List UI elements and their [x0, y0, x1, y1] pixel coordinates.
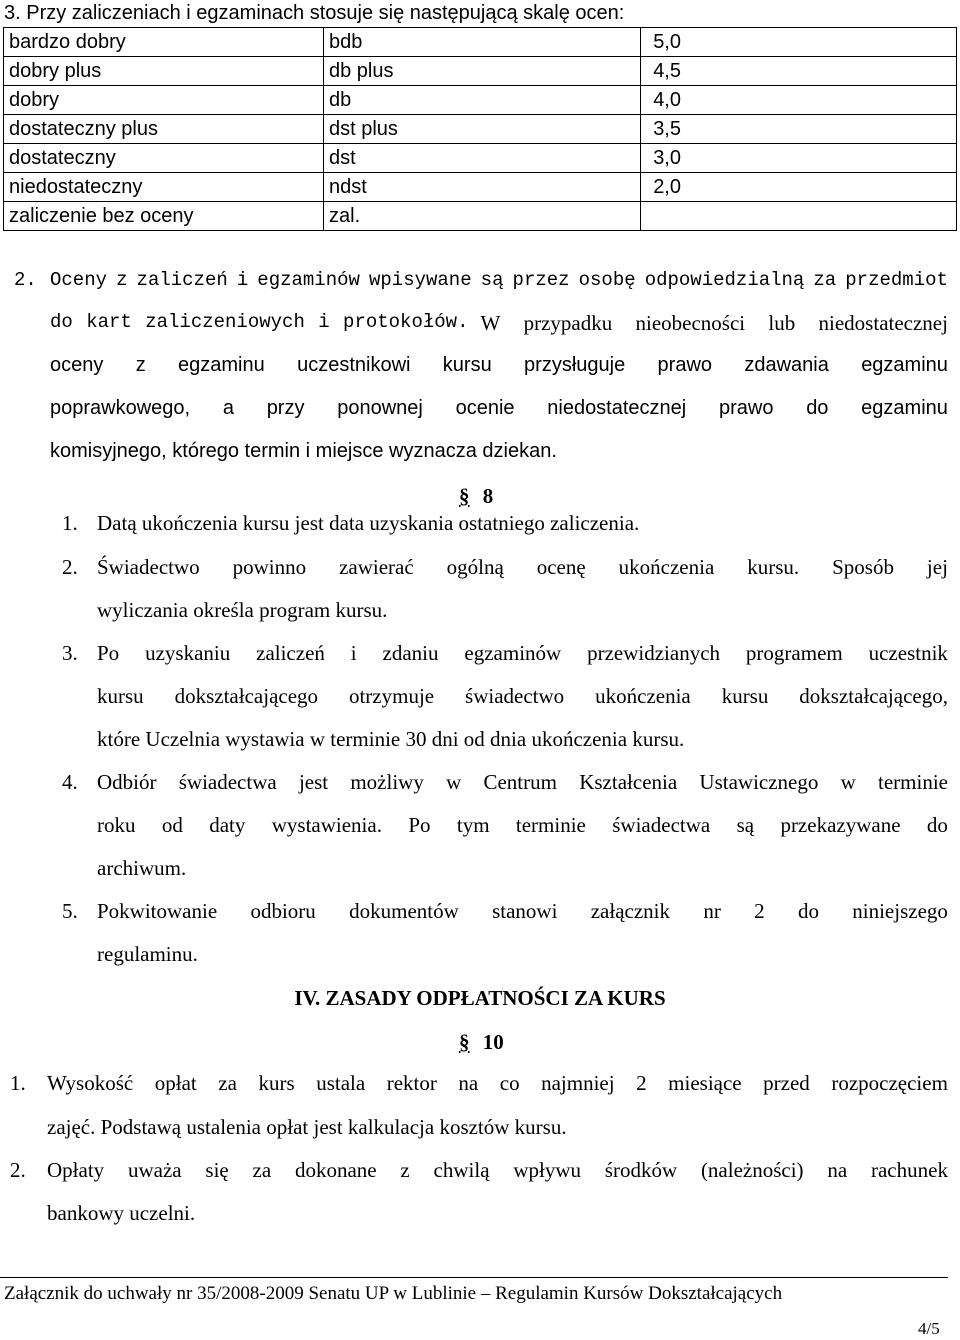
section-10-number: 10	[482, 1030, 504, 1054]
par2-number: 2.	[14, 269, 37, 291]
word: a	[222, 397, 234, 419]
word: świadectwo	[465, 684, 565, 708]
word: niniejszego	[852, 899, 948, 923]
word: Po	[97, 641, 120, 665]
word: kursu	[442, 354, 492, 376]
word: kursu.	[747, 555, 800, 579]
word: egzaminu	[861, 354, 948, 376]
section-8-number: 8	[482, 484, 494, 508]
word: do	[797, 899, 819, 923]
word: Po	[408, 813, 431, 837]
word: niedostatecznej	[547, 397, 687, 419]
grade-abbreviation: zal.	[329, 204, 361, 227]
word: Opłaty	[47, 1158, 105, 1182]
word: Odbiór	[97, 770, 157, 794]
word: 2	[636, 1071, 647, 1095]
word: (należności)	[700, 1158, 804, 1182]
word: załącznik	[590, 899, 670, 923]
grade-abbreviation-cell	[324, 202, 641, 231]
grade-abbreviation-cell	[324, 173, 641, 202]
word: Centrum	[483, 770, 557, 794]
item-line	[97, 555, 948, 580]
grade-value-cell	[641, 57, 957, 86]
grade-name-cell	[4, 115, 324, 144]
item-number: 4.	[62, 770, 78, 794]
word: za	[252, 1158, 272, 1182]
grade-value-cell	[641, 115, 957, 144]
grade-value: 3,0	[653, 146, 681, 169]
word: dokumentów	[349, 899, 459, 923]
word: rozpoczęciem	[831, 1071, 948, 1095]
word: egzaminu	[861, 397, 948, 419]
grade-abbreviation-cell	[324, 57, 641, 86]
grade-abbreviation: bdb	[329, 30, 363, 53]
grade-row	[4, 28, 957, 57]
grade-value: 3,5	[653, 117, 681, 140]
grade-abbreviation-cell	[324, 115, 641, 144]
grade-row	[4, 144, 957, 173]
word: przekazywane	[780, 813, 901, 837]
grade-row	[4, 202, 957, 231]
item-line: bankowy uczelni.	[47, 1201, 196, 1225]
grade-value: 2,0	[653, 175, 681, 198]
word: są	[480, 269, 504, 291]
word: ocenie	[455, 397, 515, 419]
grade-abbreviation: db	[329, 88, 352, 111]
word: uzyskaniu	[145, 641, 231, 665]
word: rektor	[386, 1071, 437, 1095]
word: zawierać	[339, 555, 414, 579]
grade-row	[4, 115, 957, 144]
item-line	[97, 899, 948, 924]
scale-heading: 3. Przy zaliczeniach i egzaminach stosuje się następującą skalę ocen:	[4, 2, 625, 24]
word: przypadku	[523, 311, 613, 335]
word: za	[813, 269, 837, 291]
word: świadectwa	[178, 770, 277, 794]
word: miesiące	[668, 1071, 742, 1095]
word: Wysokość	[47, 1071, 134, 1095]
word: nr	[703, 899, 721, 923]
par2-line-2-start: do kart zaliczeniowych i protokołów.	[50, 311, 469, 333]
grade-abbreviation: db plus	[329, 59, 394, 82]
word: z	[135, 354, 146, 376]
word: kurs	[258, 1071, 295, 1095]
word: opłat	[154, 1071, 197, 1095]
footer-rule	[0, 1277, 948, 1278]
grade-abbreviation: dst	[329, 146, 356, 169]
item-line: które Uczelnia wystawia w terminie 30 dni od dnia ukończenia kursu.	[97, 727, 685, 751]
word: wpisywane	[368, 269, 472, 291]
item-line	[97, 641, 948, 666]
grade-name-cell	[4, 86, 324, 115]
word: z	[116, 269, 128, 291]
word: zaliczeń	[136, 269, 228, 291]
word: W	[480, 311, 501, 335]
word: poprawkowego,	[50, 397, 191, 419]
grade-name: zaliczenie bez oceny	[9, 204, 194, 227]
grade-abbreviation: ndst	[329, 175, 367, 198]
item-number: 5.	[62, 899, 78, 923]
item-line: zajęć. Podstawą ustalenia opłat jest kalkulacja kosztów kursu.	[47, 1115, 567, 1139]
word: z	[400, 1158, 410, 1182]
word: do	[806, 397, 829, 419]
word: uczestnikowi	[297, 354, 411, 376]
grade-value-cell	[641, 86, 957, 115]
word: Ustawicznego	[699, 770, 819, 794]
word: egzaminu	[178, 354, 265, 376]
word: środków	[604, 1158, 678, 1182]
grade-name-cell	[4, 202, 324, 231]
word: ustala	[316, 1071, 366, 1095]
word: uczestnik	[868, 641, 948, 665]
word: prawo	[657, 354, 713, 376]
word: roku	[97, 813, 136, 837]
item-line: wyliczania określa program kursu.	[97, 598, 388, 622]
item-line	[97, 684, 948, 709]
word: i	[350, 641, 357, 665]
grade-name: bardzo dobry	[9, 30, 126, 53]
item-line	[47, 1158, 948, 1183]
grade-name: dobry plus	[9, 59, 102, 82]
word: do	[926, 813, 948, 837]
section-title: IV. ZASADY ODPŁATNOŚCI ZA KURS	[294, 986, 666, 1010]
word: oceny	[50, 354, 104, 376]
word: przy	[266, 397, 305, 419]
word: ogólną	[446, 555, 504, 579]
word: dokonane	[294, 1158, 377, 1182]
word: Sposób	[832, 555, 894, 579]
grade-name-cell	[4, 144, 324, 173]
item-line	[97, 770, 948, 795]
word: za	[218, 1071, 237, 1095]
word: dokształcającego	[174, 684, 319, 708]
item-number: 3.	[62, 641, 78, 665]
word: 2	[754, 899, 765, 923]
word: zdawania	[744, 354, 829, 376]
word: odbioru	[250, 899, 316, 923]
word: egzaminów	[257, 269, 360, 291]
word: kursu	[97, 684, 144, 708]
word: i	[236, 269, 249, 291]
word: jest	[298, 770, 329, 794]
grade-name: dobry	[9, 88, 60, 111]
footer-text: Załącznik do uchwały nr 35/2008-2009 Senatu UP w Lublinie – Regulamin Kursów Dokształcających	[4, 1283, 783, 1304]
grade-row	[4, 86, 957, 115]
word: ukończenia	[618, 555, 715, 579]
word: przewidzianych	[587, 641, 721, 665]
word: w	[840, 770, 856, 794]
grade-name: dostateczny plus	[9, 117, 158, 140]
word: w	[446, 770, 462, 794]
section-10-heading	[459, 1030, 504, 1055]
word: osobę	[578, 269, 636, 291]
word: tym	[456, 813, 490, 837]
word: ukończenia	[595, 684, 691, 708]
grade-abbreviation: dst plus	[329, 117, 398, 140]
item-number: 1.	[62, 511, 78, 535]
section-8-heading	[459, 484, 493, 509]
par2-line-4	[50, 397, 948, 420]
grade-name-cell	[4, 57, 324, 86]
word: uważa	[127, 1158, 182, 1182]
page-number: 4/5	[918, 1319, 940, 1338]
item-line: Datą ukończenia kursu jest data uzyskania ostatniego zaliczenia.	[97, 511, 640, 535]
grade-value-cell	[641, 173, 957, 202]
word: świadectwa	[612, 813, 711, 837]
word: niedostatecznej	[818, 311, 948, 335]
word: Świadectwo	[97, 555, 200, 579]
word: Oceny	[50, 269, 108, 291]
grade-value-cell	[641, 202, 957, 231]
grade-abbreviation-cell	[324, 144, 641, 173]
word: przez	[512, 269, 570, 291]
item-line: regulaminu.	[97, 942, 198, 966]
word: nieobecności	[635, 311, 746, 335]
grade-value-cell	[641, 28, 957, 57]
word: od	[161, 813, 183, 837]
word: zaliczeń	[256, 641, 325, 665]
paragraph-mark: §	[459, 1030, 470, 1054]
item-line: archiwum.	[97, 856, 187, 880]
par2-line-5: komisyjnego, którego termin i miejsce wyznacza dziekan.	[50, 440, 557, 462]
word: wystawienia.	[271, 813, 382, 837]
grade-value: 4,5	[653, 59, 681, 82]
grade-value: 5,0	[653, 30, 681, 53]
grade-row	[4, 173, 957, 202]
par2-line-2-end	[480, 311, 948, 336]
item-number: 2.	[10, 1158, 26, 1182]
word: jej	[926, 555, 948, 579]
word: odpowiedzialną	[644, 269, 805, 291]
grade-row	[4, 57, 957, 86]
par2-line-1	[50, 269, 948, 291]
word: przysługuje	[524, 354, 626, 376]
word: wpływu	[513, 1158, 581, 1182]
word: przedmiot	[845, 269, 948, 291]
grade-scale-table	[3, 27, 957, 231]
word: się	[205, 1158, 229, 1182]
word: przed	[763, 1071, 810, 1095]
item-line	[97, 813, 948, 838]
word: najmniej	[541, 1071, 615, 1095]
item-line	[47, 1071, 948, 1096]
word: programem	[745, 641, 843, 665]
item-number: 2.	[62, 555, 78, 579]
word: terminie	[515, 813, 586, 837]
word: ponownej	[337, 397, 423, 419]
word: są	[736, 813, 755, 837]
word: otrzymuje	[348, 684, 435, 708]
grade-value-cell	[641, 144, 957, 173]
word: egzaminów	[464, 641, 562, 665]
word: chwilą	[433, 1158, 490, 1182]
word: terminie	[878, 770, 948, 794]
word: na	[458, 1071, 479, 1095]
grade-name-cell	[4, 28, 324, 57]
word: zdaniu	[382, 641, 439, 665]
word: powinno	[232, 555, 307, 579]
word: co	[499, 1071, 520, 1095]
word: stanowi	[492, 899, 558, 923]
paragraph-mark: §	[459, 484, 470, 508]
word: możliwy	[350, 770, 424, 794]
word: daty	[209, 813, 246, 837]
word: ocenę	[536, 555, 586, 579]
word: prawo	[718, 397, 774, 419]
grade-name: dostateczny	[9, 146, 116, 169]
grade-value: 4,0	[653, 88, 681, 111]
item-number: 1.	[10, 1071, 26, 1095]
par2-line-3	[50, 354, 948, 377]
grade-name-cell	[4, 173, 324, 202]
grade-abbreviation-cell	[324, 86, 641, 115]
grade-abbreviation-cell	[324, 28, 641, 57]
word: Pokwitowanie	[97, 899, 218, 923]
word: dokształcającego,	[799, 684, 948, 708]
word: na	[827, 1158, 848, 1182]
par2-line-2	[50, 311, 948, 336]
word: kursu	[721, 684, 769, 708]
word: lub	[768, 311, 796, 335]
word: rachunek	[870, 1158, 948, 1182]
grade-name: niedostateczny	[9, 175, 143, 198]
word: Kształcenia	[579, 770, 678, 794]
